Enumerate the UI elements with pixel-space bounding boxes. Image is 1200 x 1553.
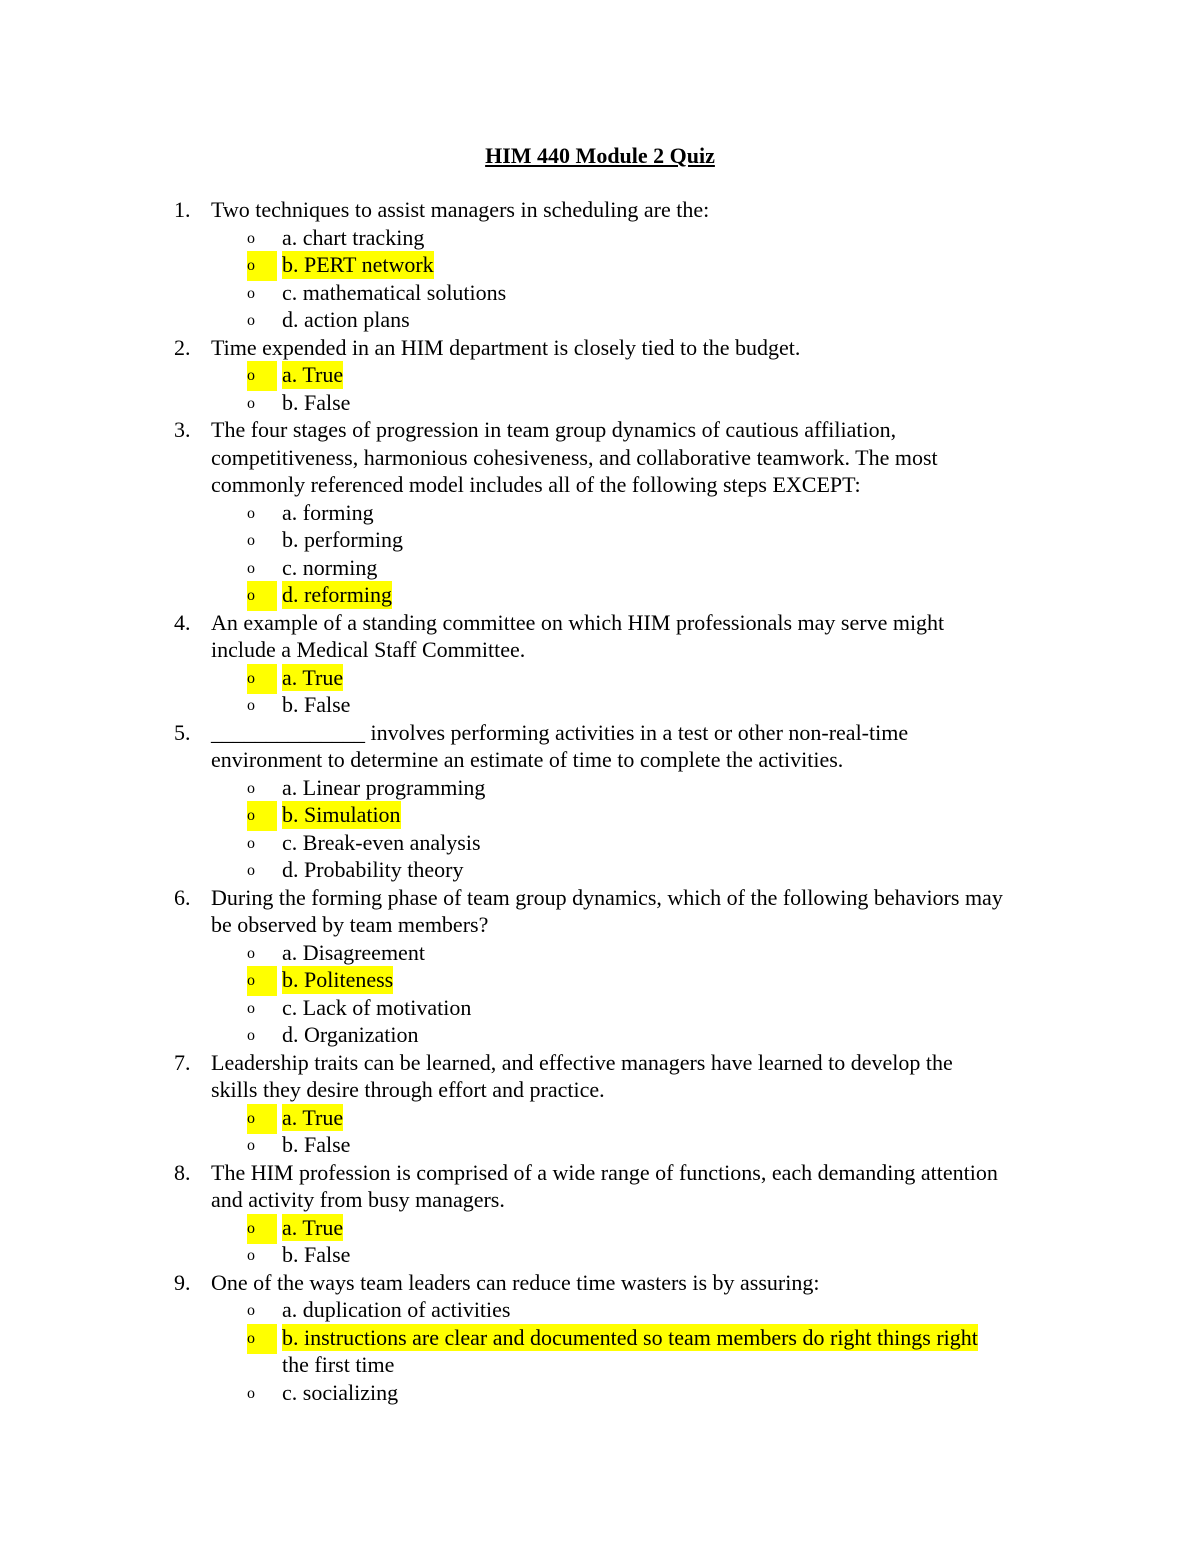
question-number: 4. [174,609,191,635]
bullet-icon: o [247,581,277,611]
question-text: ______________ involves performing activities in a test or other non-real-time [211,719,909,745]
answer-option-text: b. False [282,1132,351,1157]
answer-option-text: a. duplication of activities [282,1297,511,1322]
bullet-icon: o [247,284,255,302]
answer-option [0,279,1200,307]
answer-option [0,526,1200,554]
answer-option-continuation-text: the first time [282,1352,395,1377]
question-line [0,719,1200,747]
answer-option-text: a. True [282,1214,344,1240]
question-line [0,1186,1200,1214]
answer-option-highlighted [0,1214,1200,1242]
bullet-icon: o [247,801,277,831]
question-text: Leadership traits can be learned, and effective managers have learned to develop the [211,1049,953,1075]
question-number: 1. [174,197,191,222]
answer-option-text: d. Organization [282,1022,419,1047]
question-line [0,1159,1200,1187]
bullet-icon: o [247,504,255,522]
quiz-question [0,416,1200,609]
answer-option [0,939,1200,967]
bullet-icon: o [247,1247,255,1264]
bullet-icon: o [247,1302,255,1319]
answer-option-continuation [0,1351,1200,1379]
answer-option-text: b. Simulation [282,802,401,827]
answer-option-text: b. performing [282,527,403,552]
answer-option [0,224,1200,252]
question-line [0,196,1200,224]
answer-option-highlighted [0,1104,1200,1132]
question-text: competitiveness, harmonious cohesiveness, and collaborative teamwork. The most [211,444,938,470]
answer-option-text: b. instructions are clear and documented so team members do right things right [282,1324,978,1350]
answer-option-highlighted [0,801,1200,829]
quiz-question [0,1269,1200,1407]
answer-option [0,1379,1200,1407]
question-line [0,1076,1200,1104]
question-line [0,416,1200,444]
quiz-question [0,334,1200,417]
question-text: One of the ways team leaders can reduce time wasters is by assuring: [211,1269,820,1295]
answer-option-text: a. Linear programming [282,774,486,800]
question-text: An example of a standing committee on which HIM professionals may serve might [211,609,945,635]
question-text: and activity from busy managers. [211,1187,505,1212]
answer-option [0,1131,1200,1159]
bullet-icon: o [247,1027,255,1044]
bullet-icon: o [247,559,255,577]
answer-option-highlighted [0,581,1200,609]
question-text: Two techniques to assist managers in scheduling are the: [211,197,710,222]
question-line [0,471,1200,499]
answer-option-text: a. True [282,664,344,690]
answer-option [0,389,1200,417]
bullet-icon: o [247,944,255,962]
bullet-icon: o [247,862,255,879]
answer-option-text: d. Probability theory [282,857,464,882]
answer-option-text: a. forming [282,499,374,525]
quiz-question [0,609,1200,719]
answer-option [0,499,1200,527]
bullet-icon: o [247,1137,255,1154]
question-number: 5. [174,719,191,745]
bullet-icon: o [247,966,277,996]
answer-option-text: b. False [282,1242,351,1267]
bullet-icon: o [247,361,277,391]
bullet-icon: o [247,834,255,852]
answer-option [0,994,1200,1022]
answer-option-text: c. Break-even analysis [282,829,481,855]
question-text: be observed by team members? [211,912,489,937]
question-line [0,609,1200,637]
question-number: 7. [174,1049,191,1075]
question-line [0,746,1200,774]
answer-option-highlighted [0,361,1200,389]
answer-option [0,691,1200,719]
bullet-icon: o [247,312,255,329]
question-text: The HIM profession is comprised of a wide range of functions, each demanding attention [211,1159,998,1185]
answer-option [0,1296,1200,1324]
answer-option-text: a. True [282,1104,344,1130]
answer-option-text: b. Politeness [282,967,394,992]
answer-option [0,856,1200,884]
question-text: Time expended in an HIM department is closely tied to the budget. [211,334,801,360]
question-line [0,444,1200,472]
answer-option [0,1241,1200,1269]
question-line [0,884,1200,912]
question-list [0,196,1200,1406]
answer-option-text: d. reforming [282,582,392,607]
bullet-icon: o [247,779,255,797]
answer-option [0,306,1200,334]
answer-option-text: b. False [282,692,351,717]
answer-option-highlighted [0,664,1200,692]
bullet-icon: o [247,1324,277,1354]
bullet-icon: o [247,697,255,714]
answer-option-text: c. socializing [282,1379,399,1405]
question-number: 2. [174,334,191,360]
question-number: 8. [174,1159,191,1185]
question-number: 3. [174,417,191,442]
bullet-icon: o [247,394,255,412]
answer-option-text: c. mathematical solutions [282,279,507,305]
quiz-question [0,1159,1200,1269]
quiz-question [0,719,1200,884]
answer-option-highlighted [0,1324,1200,1352]
page-title: HIM 440 Module 2 Quiz [485,143,715,168]
question-text: During the forming phase of team group dynamics, which of the following behaviors may [211,884,1003,910]
bullet-icon: o [247,1384,255,1402]
quiz-question [0,196,1200,334]
quiz-question [0,1049,1200,1159]
question-line [0,1269,1200,1297]
answer-option-text: a. Disagreement [282,939,425,965]
answer-option-text: b. False [282,389,351,415]
answer-option-highlighted [0,251,1200,279]
bullet-icon: o [247,1214,277,1244]
bullet-icon: o [247,251,277,281]
answer-option-text: a. True [282,362,344,387]
question-text: The four stages of progression in team group dynamics of cautious affiliation, [211,417,897,442]
answer-option-text: a. chart tracking [282,224,425,250]
bullet-icon: o [247,229,255,247]
answer-option-text: c. norming [282,554,378,580]
answer-option [0,774,1200,802]
answer-option [0,829,1200,857]
question-text: skills they desire through effort and practice. [211,1077,605,1102]
question-text: include a Medical Staff Committee. [211,637,526,662]
question-text: environment to determine an estimate of time to complete the activities. [211,747,844,772]
bullet-icon: o [247,532,255,549]
question-line [0,636,1200,664]
answer-option-text: c. Lack of motivation [282,994,472,1020]
bullet-icon: o [247,664,277,694]
quiz-question [0,884,1200,1049]
bullet-icon: o [247,1104,277,1134]
answer-option-highlighted [0,966,1200,994]
question-number: 9. [174,1269,191,1295]
question-line [0,911,1200,939]
bullet-icon: o [247,999,255,1017]
answer-option [0,1021,1200,1049]
answer-option [0,554,1200,582]
question-line [0,1049,1200,1077]
question-line [0,334,1200,362]
answer-option-text: d. action plans [282,307,410,332]
answer-option-text: b. PERT network [282,252,434,277]
question-text: commonly referenced model includes all of the following steps EXCEPT: [211,472,861,497]
question-number: 6. [174,884,191,910]
